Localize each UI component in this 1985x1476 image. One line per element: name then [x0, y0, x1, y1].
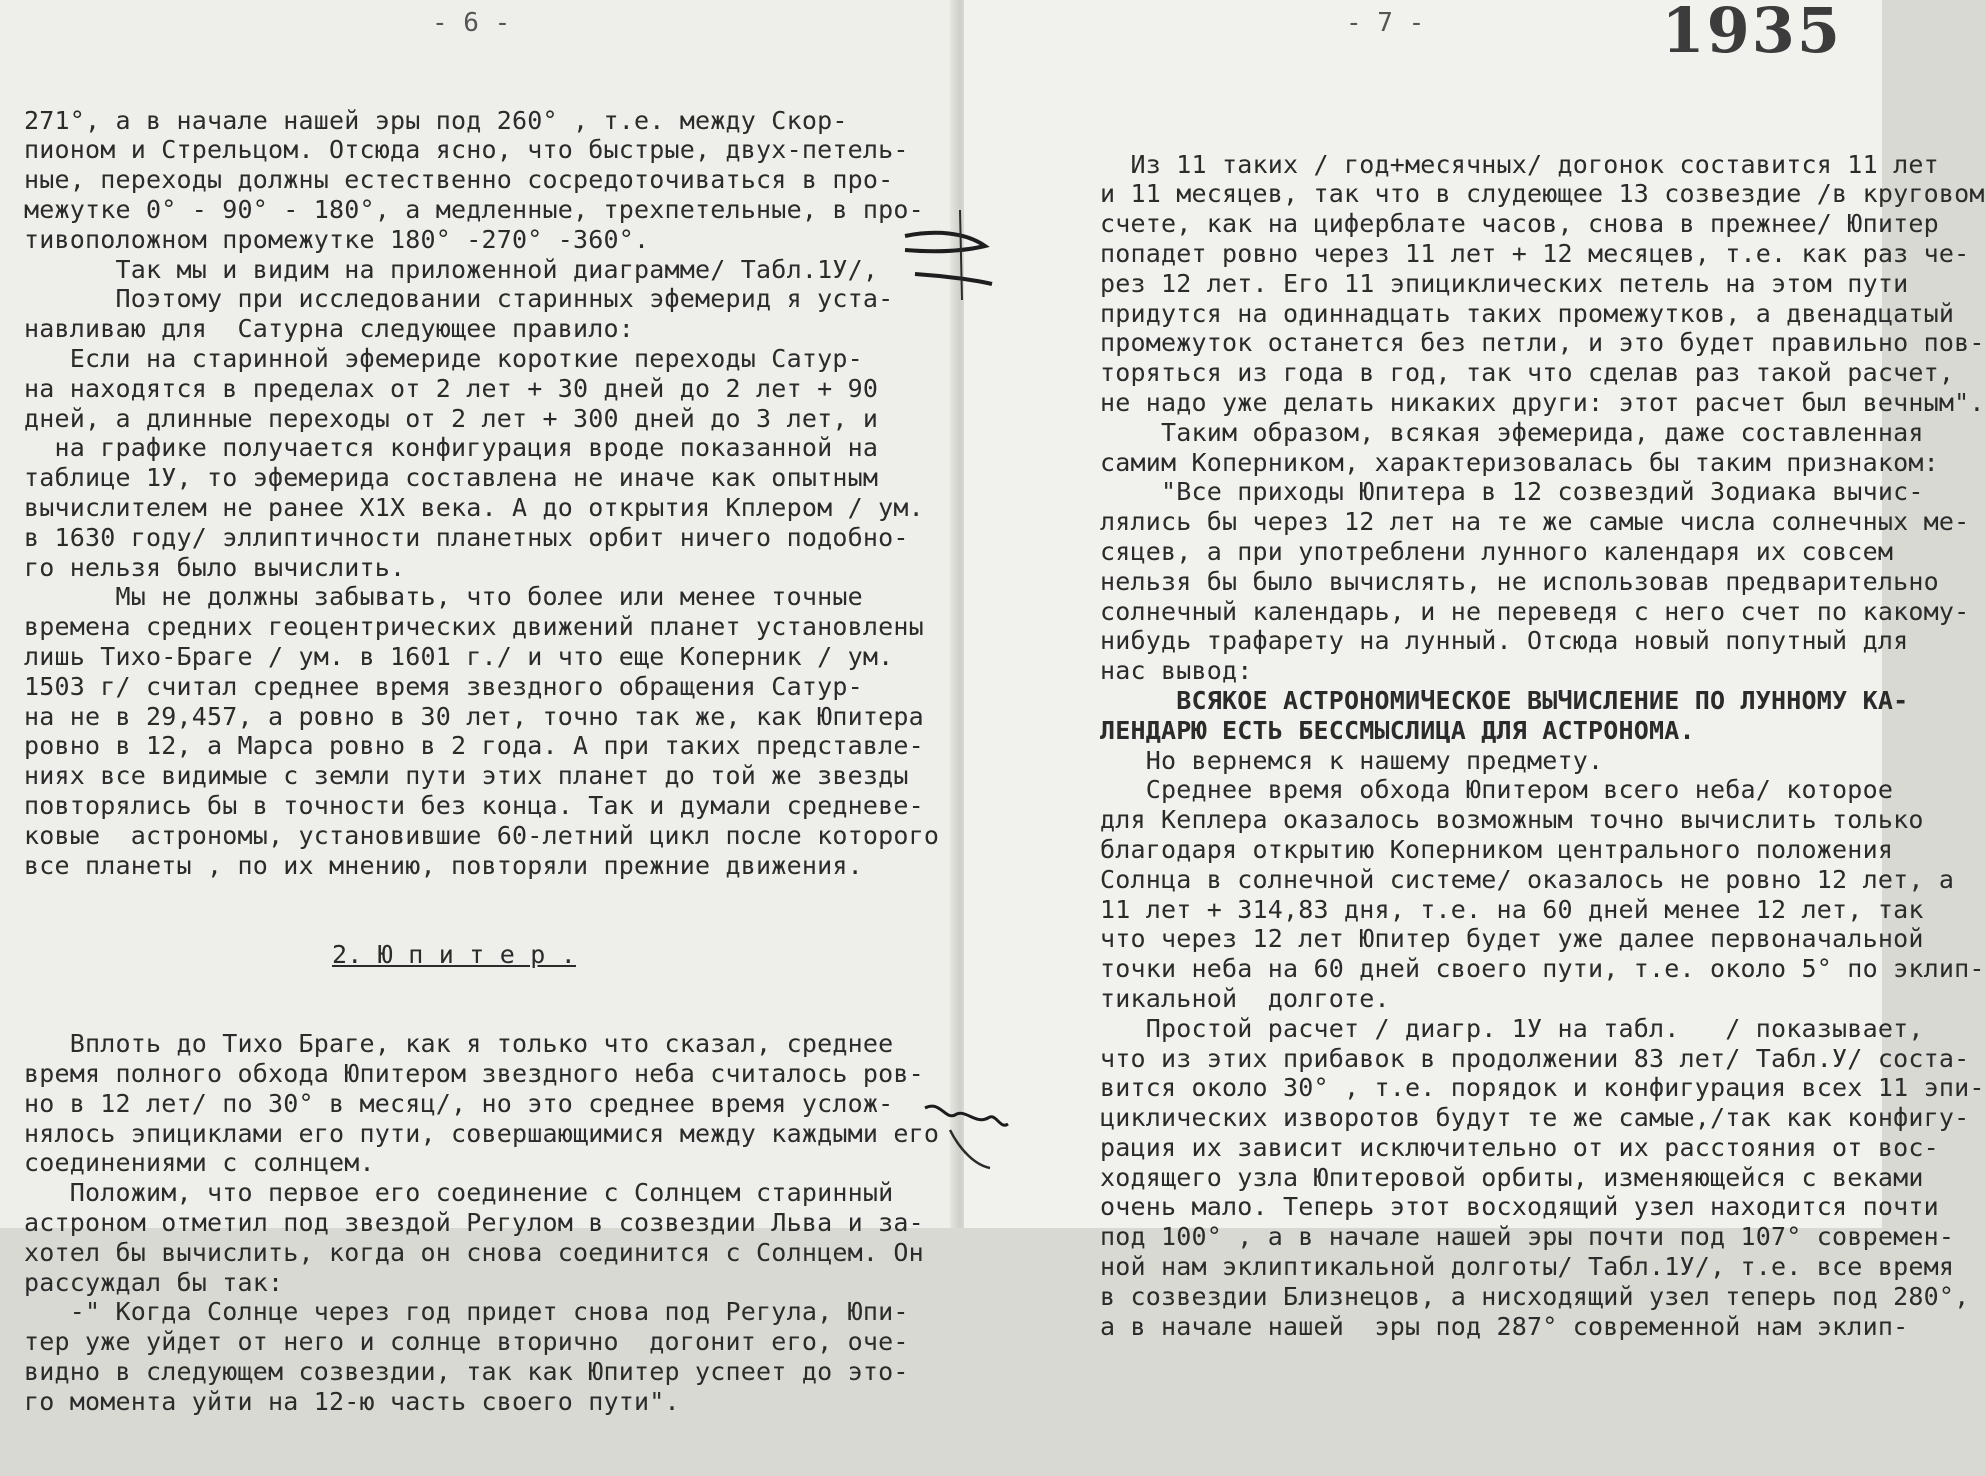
text-line: но в 12 лет/ по 30° в месяц/, но это среднее время услож- [24, 1088, 894, 1118]
text-line: тер уже уйдет от него и солнце вторично догонит его, оче- [24, 1327, 909, 1357]
text-line: ЛЕНДАРЮ ЕСТЬ БЕССМЫСЛИЦА ДЛЯ АСТРОНОМА. [1100, 715, 1695, 745]
text-line: навливаю для Сатурна следующее правило: [24, 314, 635, 344]
text-line: дней, а длинные переходы от 2 лет + 300 дней до 3 лет, и [24, 403, 879, 433]
text-line: точки неба на 60 дней своего пути, т.е. около 5° по эклип- [1100, 954, 1985, 984]
text-line: вится около 30° , т.е. порядок и конфигурация всех 11 эпи- [1100, 1073, 1985, 1103]
text-line: что через 12 лет Юпитер будет уже далее первоначальной [1100, 924, 1924, 954]
text-line: ВСЯКОЕ АСТРОНОМИЧЕСКОЕ ВЫЧИСЛЕНИЕ ПО ЛУННОМУ КА- [1100, 685, 1909, 715]
text-line: нас вывод: [1100, 656, 1253, 686]
text-line: под 100° , а в начале нашей эры почти под 107° современ- [1100, 1222, 1955, 1252]
text-line: "Все приходы Юпитера в 12 созвездий Зодиака вычис- [1100, 477, 1924, 507]
text-line: в 1630 году/ эллиптичности планетных орбит ничего подобно- [24, 522, 909, 552]
text-line: го нельзя было вычислить. [24, 552, 406, 582]
section-heading-text: 2. Ю п и т е р . [332, 939, 577, 969]
right-page [964, 0, 1985, 1341]
text-line: циклических изворотов будут те же самые,/так как конфигу- [1100, 1103, 1970, 1133]
text-line: благодаря открытию Коперником центрального положения [1100, 834, 1894, 864]
left-text-block-before [24, 106, 939, 881]
text-line: все планеты , по их мнению, повторяли прежние движения. [24, 850, 863, 880]
text-line: Мы не должны забывать, что более или менее точные [24, 582, 863, 612]
text-line: Простой расчет / диагр. 1У на табл. / показывает, [1100, 1013, 1924, 1043]
text-line: очень мало. Теперь этот восходящий узел находится почти [1100, 1192, 1939, 1222]
text-line: на не в 29,457, а ровно в 30 лет, точно так же, как Юпитера [24, 701, 924, 731]
text-line: солнечный календарь, и не переведя с него счет по какому- [1100, 596, 1970, 626]
text-line: Солнца в солнечной системе/ оказалось не ровно 12 лет, а [1100, 864, 1955, 894]
text-line: и 11 месяцев, так что в слудеющее 13 созвездие /в круговом [1100, 179, 1985, 209]
text-line: рассуждал бы так: [24, 1267, 284, 1297]
text-line: соединениями с солнцем. [24, 1148, 375, 1178]
text-line: тикальной долготе. [1100, 983, 1390, 1013]
text-line: Так мы и видим на приложенной диаграмме/ Табл.1У/, [24, 254, 879, 284]
text-line: астроном отметил под звездой Регулом в созвездии Льва и за- [24, 1208, 924, 1238]
page-number-left: - 6 - [432, 8, 511, 38]
text-line: Поэтому при исследовании старинных эфемерид я уста- [24, 284, 894, 314]
text-line: го момента уйти на 12-ю часть своего пути". [24, 1386, 680, 1416]
text-line: тивоположном промежутке 180° -270° -360°. [24, 224, 650, 254]
text-line: лялись бы через 12 лет на те же самые числа солнечных ме- [1100, 507, 1970, 537]
text-line: попадет ровно через 11 лет + 12 месяцев, т.е. как раз че- [1100, 238, 1970, 268]
text-line: ковые астрономы, установившие 60-летний цикл после которого [24, 820, 940, 850]
text-line: Но вернемся к нашему предмету. [1100, 745, 1604, 775]
text-line: придутся на одиннадцать таких промежутков, а двенадцатый [1100, 298, 1955, 328]
text-line: Если на старинной эфемериде короткие переходы Сатур- [24, 343, 863, 373]
text-line: Вплоть до Тихо Браге, как я только что сказал, среднее [24, 1029, 894, 1059]
left-text-block-after [24, 1029, 939, 1416]
text-line: вычислителем не ранее Х1Х века. А до открытия Кплером / ум. [24, 492, 924, 522]
text-line: счете, как на циферблате часов, снова в прежнее/ Юпитер [1100, 209, 1939, 239]
text-line: а в начале нашей эры под 287° современной нам эклип- [1100, 1311, 1909, 1341]
text-line: рез 12 лет. Его 11 эпициклических петель на этом пути [1100, 268, 1909, 298]
text-line: ходящего узла Юпитеровой орбиты, изменяющейся с веками [1100, 1162, 1924, 1192]
text-line: времена средних геоцентрических движений планет установлены [24, 612, 924, 642]
text-line: в созвездии Близнецов, а нисходящий узел теперь под 280°, [1100, 1281, 1970, 1311]
text-line: не надо уже делать никаких други: этот расчет был вечным". [1100, 387, 1985, 417]
text-line: пионом и Стрельцом. Отсюда ясно, что быстрые, двух-петель- [24, 135, 909, 165]
right-text-block [1100, 150, 1985, 1342]
left-page-text [24, 46, 939, 1476]
section-heading-jupiter [24, 940, 939, 970]
text-line: на находятся в пределах от 2 лет + 30 дней до 2 лет + 90 [24, 373, 879, 403]
text-line: нибудь трафарету на лунный. Отсюда новый попутный для [1100, 626, 1909, 656]
text-line: для Кеплера оказалось возможным точно вычислить только [1100, 805, 1924, 835]
text-line: рация их зависит исключительно от их расстояния от вос- [1100, 1132, 1939, 1162]
text-line: сяцев, а при употреблени лунного календаря их совсем [1100, 536, 1894, 566]
text-line: 271°, а в начале нашей эры под 260° , т.е. между Скор- [24, 105, 848, 135]
text-line: что из этих прибавок в продолжении 83 лет/ Табл.У/ соста- [1100, 1043, 1970, 1073]
page-number-right: - 7 - [1346, 8, 1425, 38]
text-line: нельзя бы было вычислять, не использовав предварительно [1100, 566, 1939, 596]
text-line: нялось эпициклами его пути, совершающимися между каждыми его [24, 1118, 940, 1148]
left-page [0, 0, 960, 1416]
text-line: торяться из года в год, так что сделав раз такой расчет, [1100, 358, 1955, 388]
text-line: ниях все видимые с земли пути этих планет до той же звезды [24, 761, 909, 791]
text-line: хотел бы вычислить, когда он снова соединится с Солнцем. Он [24, 1237, 924, 1267]
text-line: -" Когда Солнце через год придет снова под Регула, Юпи- [24, 1297, 909, 1327]
text-line: лишь Тихо-Браге / ум. в 1601 г./ и что еще Коперник / ум. [24, 641, 894, 671]
text-line: Из 11 таких / год+месячных/ догонок составится 11 лет [1100, 149, 1939, 179]
right-page-text [1100, 90, 1985, 1401]
text-line: Положим, что первое его соединение с Солнцем старинный [24, 1178, 894, 1208]
text-line: повторялись бы в точности без конца. Так и думали средневе- [24, 790, 924, 820]
text-line: видно в следующем созвездии, так как Юпитер успеет до это- [24, 1357, 909, 1387]
text-line: ровно в 12, а Марса ровно в 2 года. А при таких представле- [24, 731, 924, 761]
text-line: время полного обхода Юпитером звездного неба считалось ров- [24, 1059, 924, 1089]
text-line: Среднее время обхода Юпитером всего неба/ которое [1100, 775, 1894, 805]
handwritten-archive-number: 1935 [1661, 0, 1842, 67]
text-line: 11 лет + 314,83 дня, т.е. на 60 дней менее 12 лет, так [1100, 894, 1924, 924]
text-line: промежуток останется без петли, и это будет правильно пов- [1100, 328, 1985, 358]
text-line: 1503 г/ считал среднее время звездного обращения Сатур- [24, 671, 863, 701]
text-line: таблице 1У, то эфемерида составлена не иначе как опытным [24, 463, 879, 493]
text-line: Таким образом, всякая эфемерида, даже составленная [1100, 417, 1924, 447]
text-line: ные, переходы должны естественно сосредоточиваться в про- [24, 165, 894, 195]
text-line: ной нам эклиптикальной долготы/ Табл.1У/, т.е. все время [1100, 1252, 1955, 1282]
text-line: межутке 0° - 90° - 180°, а медленные, трехпетельные, в про- [24, 194, 924, 224]
text-line: на графике получается конфигурация вроде показанной на [24, 433, 879, 463]
text-line: самим Коперником, характеризовалась бы таким признаком: [1100, 447, 1939, 477]
